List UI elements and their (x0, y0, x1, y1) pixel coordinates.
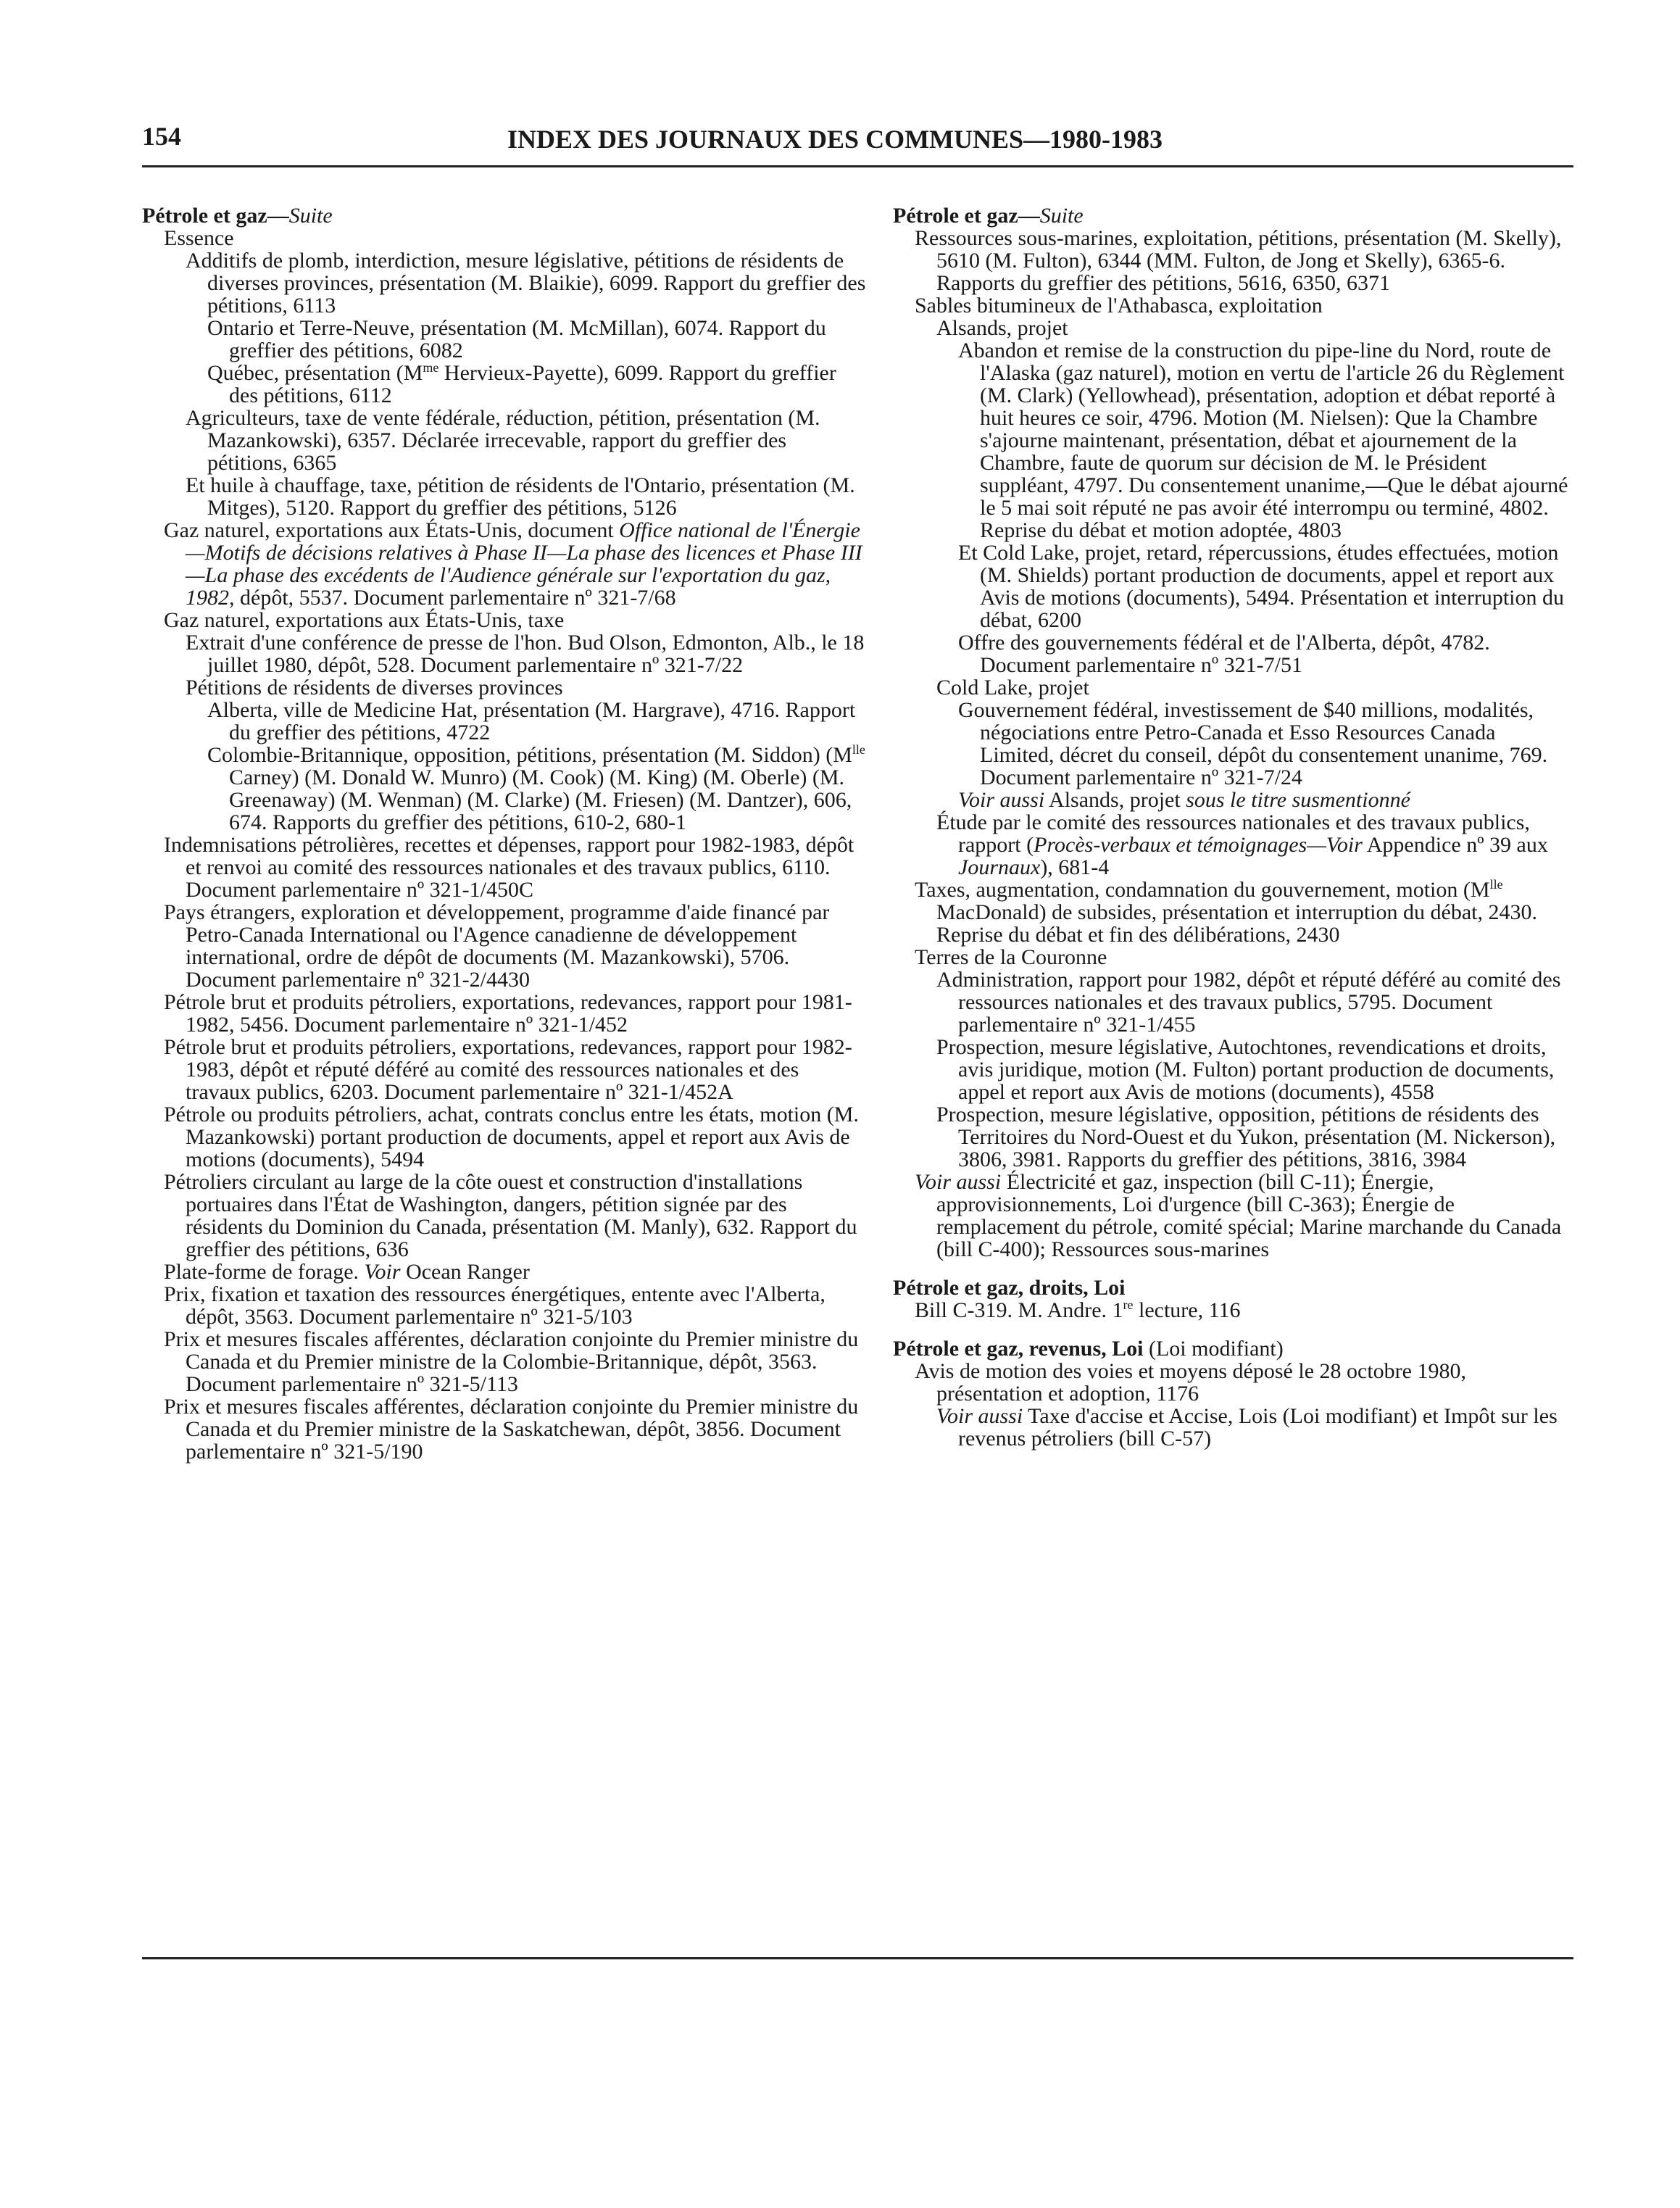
index-entry: Pétroliers circulant au large de la côte ouest et construction d'installations portuaires dans l'État de Washington, dangers, pétition signée par des résidents du Dominion du Canada, présentation (M. Manly), 632. Rapport du greffier des pétitions, 636 (164, 1170, 857, 1261)
index-entry: Agriculteurs, taxe de vente fédérale, réduction, pétition, présentation (M. Mazankowski), 6357. Déclarée irrecevable, rapport du greffier des pétitions, 6365 (186, 406, 820, 475)
page-number: 154 (142, 122, 181, 151)
index-entry: Et huile à chauffage, taxe, pétition de résidents de l'Ontario, présentation (M. Mitges), 5120. Rapport du greffier des pétitions, 5126 (186, 473, 855, 520)
index-entry: Administration, rapport pour 1982, dépôt et réputé déféré au comité des ressources nationales et des travaux publics, 5795. Document parlementaire nº 321-1/455 (936, 968, 1561, 1037)
index-entry: Alsands, projet (936, 316, 1068, 340)
index-entry: Terres de la Couronne (915, 945, 1107, 969)
index-entry: Pétrole brut et produits pétroliers, exportations, redevances, rapport pour 1982-1983, dépôt et réputé déféré au comité des ressources nationales et des travaux publics, 6203. Document parlementaire nº 321-1/452A (164, 1035, 852, 1104)
index-entry: Prospection, mesure législative, Autochtones, revendications et droits, avis juridique, motion (M. Fulton) portant production de documents, appel et report aux Avis de motions (documents), 4558 (936, 1035, 1555, 1104)
index-entry: Bill C-319. M. Andre. 1re lecture, 116 (915, 1298, 1241, 1322)
index-entry: Additifs de plomb, interdiction, mesure législative, pétitions de résidents de diverses provinces, présentation (M. Blaikie), 6099. Rapport du greffier des pétitions, 6113 (186, 249, 866, 317)
index-entry: Voir aussi Électricité et gaz, inspection (bill C-11); Énergie, approvisionnements, Loi d'urgence (bill C-363); Énergie de remplacement du pétrole, comité spécial; Marine marchande du Canada (bill C-400); Ressources sous-marines (915, 1170, 1562, 1261)
index-entry: Voir aussi Taxe d'accise et Accise, Lois (Loi modifiant) et Impôt sur les revenus pétroliers (bill C-57) (936, 1404, 1558, 1450)
index-entry: Pétrole brut et produits pétroliers, exportations, redevances, rapport pour 1981-1982, 5456. Document parlementaire nº 321-1/452 (164, 990, 852, 1037)
footer-rule (142, 1957, 1573, 1959)
page-title: INDEX DES JOURNAUX DES COMMUNES—1980-1983 (507, 125, 1163, 154)
index-entry: Ontario et Terre-Neuve, présentation (M. McMillan), 6074. Rapport du greffier des pétitions, 6082 (207, 316, 826, 362)
index-entry: Alberta, ville de Medicine Hat, présentation (M. Hargrave), 4716. Rapport du greffier des pétitions, 4722 (207, 698, 856, 744)
index-entry: Voir aussi Alsands, projet sous le titre susmentionné (958, 788, 1410, 812)
entry-list (893, 1299, 1574, 1321)
index-entry: Plate-forme de forage. Voir Ocean Ranger (164, 1260, 530, 1284)
index-entry: Colombie-Britannique, opposition, pétitions, présentation (M. Siddon) ($M^{lle}$ Carney) (M. Donald W. Munro) (M. Cook) (M. King) (M. Oberle) (M. Greenaway) (M. Wenman) (M. Clarke) (M. Friesen) (M. Dantzer), 606, 674. Rapports du greffier des pétitions, 610-2, 680-1 (207, 742, 865, 834)
index-entry: Prix et mesures fiscales afférentes, déclaration conjointe du Premier ministre du Canada et du Premier ministre de la Colombie-Britannique, dépôt, 3563. Document parlementaire nº 321-5/113 (164, 1327, 859, 1396)
index-entry: Extrait d'une conférence de presse de l'hon. Bud Olson, Edmonton, Alb., le 18 juillet 1980, dépôt, 528. Document parlementaire nº 321-7/22 (186, 631, 865, 677)
index-entry: Pays étrangers, exploration et développement, programme d'aide financé par Petro-Canada International ou l'Agence canadienne de développement international, ordre de dépôt de documents (M. Mazankowski), 5706. Document parlementaire nº 321-2/4430 (164, 900, 830, 992)
index-entry: Et Cold Lake, projet, retard, répercussions, études effectuées, motion (M. Shields) portant production de documents, appel et report aux Avis de motions (documents), 5494. Présentation et interruption du débat, 6200 (958, 541, 1564, 632)
index-entry: Gaz naturel, exportations aux États-Unis, taxe (164, 608, 565, 632)
index-entry: Gaz naturel, exportations aux États-Unis, document Office national de l'Énergie—Motifs de décisions relatives à Phase II—La phase des licences et Phase III—La phase des excédents de l'Audience générale sur l'exportation du gaz, 1982, dépôt, 5537. Document parlementaire nº 321-7/68 (164, 518, 862, 610)
index-entry: Abandon et remise de la construction du pipe-line du Nord, route de l'Alaska (gaz naturel), motion en vertu de l'article 26 du Règlement (M. Clark) (Yellowhead), présentation, adoption et débat reporté à huit heures ce soir, 4796. Motion (M. Nielsen): Que la Chambre s'ajourne maintenant, présentation, débat et ajournement de la Chambre, faute de quorum sur décision de M. le Président suppléant, 4797. Du consentement unanime,—Que le débat ajourné le 5 mai soit réputé ne pas avoir été interrompu ou terminé, 4802. Reprise du débat et motion adoptée, 4803 (958, 339, 1568, 542)
index-entry: Indemnisations pétrolières, recettes et dépenses, rapport pour 1982-1983, dépôt et renvoi au comité des ressources nationales et des travaux publics, 6110. Document parlementaire nº 321-1/450C (164, 833, 854, 902)
index-entry: Étude par le comité des ressources nationales et des travaux publics, rapport (Procès-verbaux et témoignages—Voir Appendice nº 39 aux Journaux), 681-4 (936, 810, 1548, 879)
entry-list (142, 227, 867, 1463)
section-heading: Pétrole et gaz, revenus, Loi (Loi modifiant) (893, 1337, 1284, 1361)
index-entry: Cold Lake, projet (936, 676, 1089, 700)
right-column (893, 204, 1574, 1450)
index-entry: Ressources sous-marines, exploitation, pétitions, présentation (M. Skelly), 5610 (M. Fulton), 6344 (MM. Fulton, de Jong et Skelly), 6365-6. Rapports du greffier des pétitions, 5616, 6350, 6371 (915, 226, 1562, 295)
index-entry: Prix, fixation et taxation des ressources énergétiques, entente avec l'Alberta, dépôt, 3563. Document parlementaire nº 321-5/103 (164, 1282, 826, 1329)
index-entry: Offre des gouvernements fédéral et de l'Alberta, dépôt, 4782. Document parlementaire nº 321-7/51 (958, 631, 1490, 677)
index-entry: Pétitions de résidents de diverses provinces (186, 676, 563, 700)
header-rule (142, 165, 1573, 167)
index-entry: Avis de motion des voies et moyens déposé le 28 octobre 1980, présentation et adoption, 1176 (915, 1359, 1466, 1406)
index-entry: Prospection, mesure législative, opposition, pétitions de résidents des Territoires du Nord-Ouest et du Yukon, présentation (M. Nickerson), 3806, 3981. Rapports du greffier des pétitions, 3816, 3984 (936, 1103, 1556, 1171)
index-entry: Sables bitumineux de l'Athabasca, exploitation (915, 294, 1323, 317)
entry-list (893, 1360, 1574, 1450)
index-entry: Prix et mesures fiscales afférentes, déclaration conjointe du Premier ministre du Canada et du Premier ministre de la Saskatchewan, dépôt, 3856. Document parlementaire nº 321-5/190 (164, 1395, 859, 1464)
index-entry: Québec, présentation ($M^{me}$ Hervieux-Payette), 6099. Rapport du greffier des pétitions, 6112 (207, 360, 836, 407)
index-entry: Pétrole ou produits pétroliers, achat, contrats conclus entre les états, motion (M. Mazankowski) portant production de documents, appel et report aux Avis de motions (documents), 5494 (164, 1103, 859, 1171)
left-column (142, 204, 867, 1463)
index-entry: Gouvernement fédéral, investissement de $40 millions, modalités, négociations entre Petro-Canada et Esso Resources Canada Limited, décret du conseil, dépôt du consentement unanime, 769. Document parlementaire nº 321-7/24 (958, 698, 1548, 789)
section-heading: Pétrole et gaz—Suite (893, 204, 1084, 228)
index-entry: Taxes, augmentation, condamnation du gouvernement, motion ($M^{lle}$ MacDonald) de subsides, présentation et interruption du débat, 2430. Reprise du débat et fin des délibérations, 2430 (915, 877, 1537, 947)
index-entry: Essence (164, 226, 234, 250)
section-heading: Pétrole et gaz, droits, Loi (893, 1276, 1126, 1300)
entry-list (893, 227, 1574, 1261)
section-heading: Pétrole et gaz—Suite (142, 204, 333, 228)
